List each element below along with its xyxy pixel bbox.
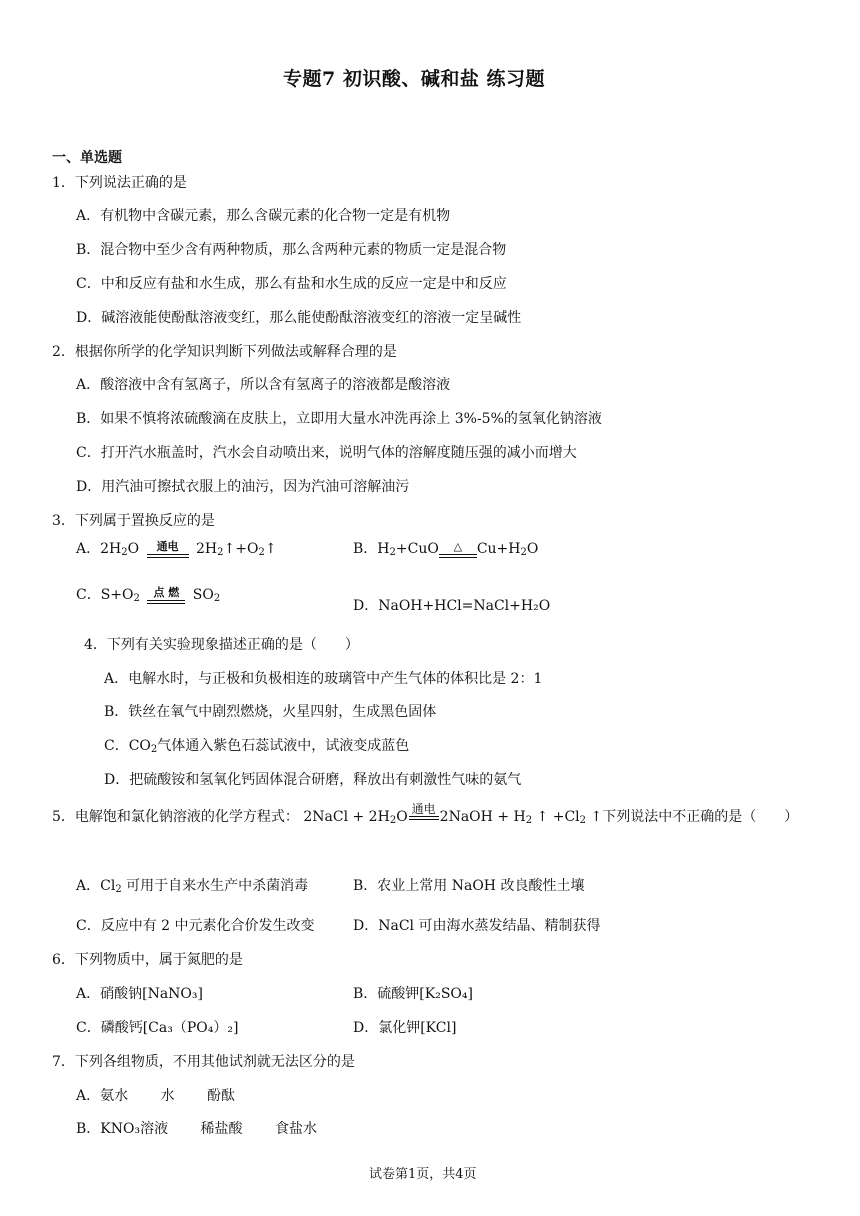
q3-option-d: D．NaOH+HCl=NaCl+H₂O	[353, 598, 551, 614]
q3-c-condition: 点 燃	[147, 587, 185, 604]
q7-stem: 7．下列各组物质，不用其他试剂就无法区分的是	[52, 1054, 355, 1070]
q6-option-c: C．磷酸钙[Ca₃（PO₄）₂]	[76, 1020, 239, 1036]
q5-option-d: D．NaCl 可由海水蒸发结晶、精制获得	[353, 918, 601, 934]
page-title: 专题7 初识酸、碱和盐 练习题	[283, 68, 545, 90]
q1-option-d: D．碱溶液能使酚酞溶液变红，那么能使酚酞溶液变红的溶液一定呈碱性	[76, 310, 522, 326]
q1-stem: 1．下列说法正确的是	[52, 175, 187, 191]
q3-option-c: C．$S+O_2$ 点 燃 $SO_2$	[76, 585, 221, 604]
q2-option-d: D．用汽油可擦拭衣服上的油污，因为汽油可溶解油污	[76, 479, 410, 495]
q3-b-condition: △	[439, 541, 477, 558]
q2-option-a: A．酸溶液中含有氢离子，所以含有氢离子的溶液都是酸溶液	[76, 377, 451, 393]
q7-option-a: A．氨水 水 酚酞	[76, 1088, 236, 1104]
q3-option-a-label: A．	[76, 541, 101, 557]
q7-option-b: B．KNO₃溶液 稀盐酸 食盐水	[76, 1121, 317, 1137]
q1-option-a: A．有机物中含碳元素，那么含碳元素的化合物一定是有机物	[76, 208, 451, 224]
q6-option-d: D．氯化钾[KCl]	[353, 1020, 457, 1036]
q3-option-c-label: C．	[76, 587, 101, 603]
q5-stem: 5．电解饱和氯化钠溶液的化学方程式： 2NaCl + $2H_2O$ 通电 2NaOH + $H_2$ ↑ $+Cl_2$ ↑下列说法中不正确的是（ ）	[52, 801, 799, 826]
q5-option-c: C．反应中有 2 中元素化合价发生改变	[76, 918, 315, 934]
q5-option-b: B．农业上常用 NaOH 改良酸性土壤	[353, 878, 585, 894]
q4-option-d: D．把硫酸铵和氢氧化钙固体混合研磨，释放出有刺激性气味的氨气	[104, 772, 522, 788]
section-heading: 一、单选题	[52, 150, 122, 166]
q3-option-a: A．$2H_2O$ 通电 $2H_2↑+O_2↑$	[76, 539, 277, 558]
q5-condition: 通电	[409, 803, 439, 820]
q6-option-a: A．硝酸钠[NaNO₃]	[76, 986, 203, 1002]
q4-option-a: A．电解水时，与正极和负极相连的玻璃管中产生气体的体积比是 2：1	[104, 671, 543, 687]
page-footer: 试卷第1页，共4页	[369, 1167, 477, 1182]
q4-option-c: C．$CO_2$气体通入紫色石蕊试液中，试液变成蓝色	[104, 738, 410, 755]
q3-option-b: B．$H_2+CuO$ △ $Cu+H_2O$	[353, 539, 539, 558]
q2-option-c: C．打开汽水瓶盖时，汽水会自动喷出来，说明气体的溶解度随压强的减小而增大	[76, 445, 577, 461]
q4-stem: 4．下列有关实验现象描述正确的是（ ）	[84, 637, 359, 653]
q6-stem: 6．下列物质中，属于氮肥的是	[52, 952, 243, 968]
q1-option-c: C．中和反应有盐和水生成，那么有盐和水生成的反应一定是中和反应	[76, 276, 507, 292]
q3-stem: 3．下列属于置换反应的是	[52, 513, 215, 529]
q2-option-b: B．如果不慎将浓硫酸滴在皮肤上，立即用大量水冲洗再涂上 3%-5%的氢氧化钠溶液	[76, 411, 602, 427]
q4-option-b: B．铁丝在氧气中剧烈燃烧，火星四射，生成黑色固体	[104, 704, 437, 720]
q3-option-b-label: B．	[353, 541, 378, 557]
q6-option-b: B．硫酸钾[K₂SO₄]	[353, 986, 473, 1002]
q1-option-b: B．混合物中至少含有两种物质，那么含两种元素的物质一定是混合物	[76, 242, 507, 258]
q5-option-a: A．$Cl_2$ 可用于自来水生产中杀菌消毒	[76, 878, 309, 895]
q2-stem: 2．根据你所学的化学知识判断下列做法或解释合理的是	[52, 344, 397, 360]
q3-a-condition: 通电	[147, 541, 189, 558]
